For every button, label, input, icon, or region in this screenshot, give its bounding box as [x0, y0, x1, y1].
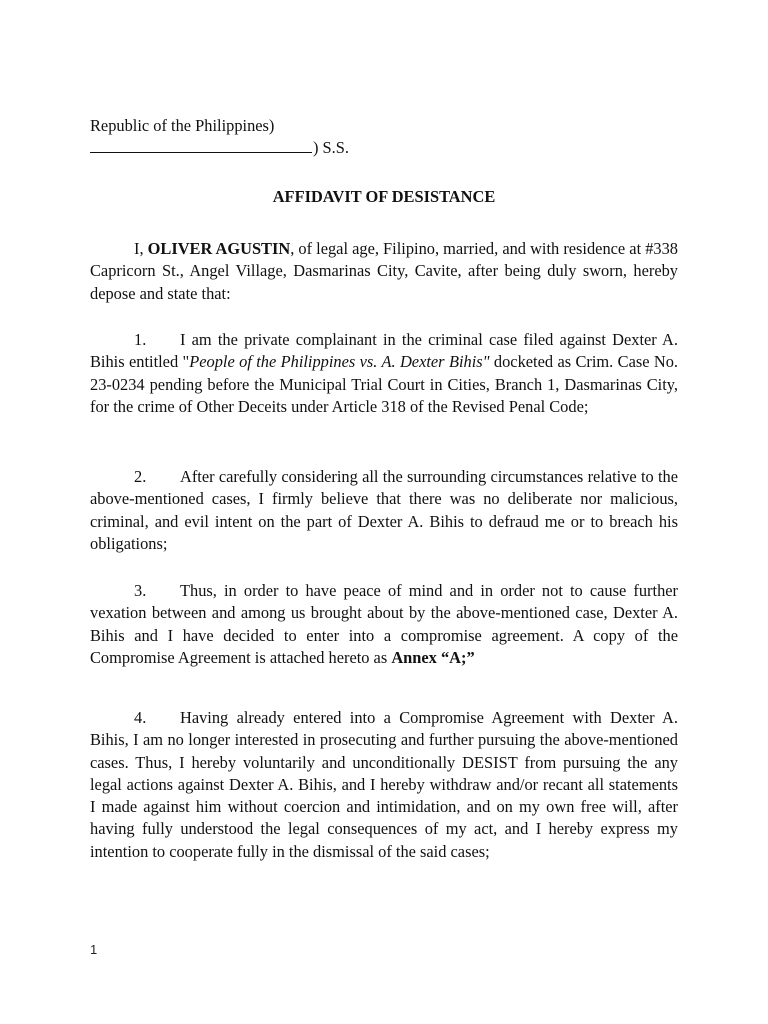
paragraph-text: docketed as Crim. Case No. 23-0234 pending before the Municipal Trial Court in Cities, Branch 1, Dasmarinas City, for the crime of Other Deceits under Article 318 of the Revised Penal Code;	[90, 352, 678, 416]
paragraph-1	[90, 329, 678, 418]
venue-line-1: Republic of the Philippines)	[90, 116, 275, 135]
paragraph-number: 1.	[134, 330, 147, 349]
paragraph-text: I am the private complainant in the criminal case filed against Dexter A. Bihis entitled "	[90, 330, 678, 372]
venue-blank	[90, 138, 312, 153]
intro-pre: I,	[134, 239, 148, 258]
intro-paragraph	[90, 238, 678, 305]
affiant-name: OLIVER AGUSTIN	[147, 239, 291, 258]
intro-rest: , of legal age, Filipino, married, and with residence at #338 Capricorn St., Angel Village, Dasmarinas City, Cavite, after being duly sworn, hereby depose and state that:	[90, 239, 679, 303]
paragraph-number: 4.	[134, 708, 147, 727]
case-title: People of the Philippines vs. A. Dexter Bihis"	[189, 352, 490, 372]
paragraph-text: After carefully considering all the surrounding circumstances relative to the above-mentioned cases, I firmly believe that there was no deliberate nor malicious, criminal, and evil intent on the part of Dexter A. Bihis to defraud me or to breach his obligations;	[90, 467, 678, 553]
paragraph-2	[90, 466, 678, 555]
paragraph-text: Thus, in order to have peace of mind and in order not to cause further vexation between and among us brought about by the above-mentioned case, Dexter A. Bihis and I have decided to enter into a compromise agreement. A copy of the Compromise Agreement is attached hereto as	[90, 581, 678, 667]
document-title: AFFIDAVIT OF DESISTANCE	[272, 187, 496, 206]
venue-line-2	[90, 137, 349, 159]
paragraph-text: Having already entered into a Compromise Agreement with Dexter A. Bihis, I am no longer interested in prosecuting and further pursuing the above-mentioned cases. Thus, I hereby voluntarily and unconditionally DESIST from pursuing the any legal actions against Dexter A. Bihis, and I hereby withdraw and/or recant all statements I made against him without coercion and intimidation, and on my own free will, after having fully understood the legal consequences of my act, and I hereby express my intention to cooperate fully in the dismissal of the said cases;	[90, 708, 678, 861]
annex-reference: Annex “A;”	[391, 647, 475, 667]
page-number: 1	[90, 942, 98, 957]
paragraph-number: 2.	[134, 467, 147, 486]
venue-ss: ) S.S.	[313, 138, 349, 157]
paragraph-4	[90, 707, 678, 863]
paragraph-number: 3.	[134, 581, 147, 600]
paragraph-3	[90, 580, 678, 669]
